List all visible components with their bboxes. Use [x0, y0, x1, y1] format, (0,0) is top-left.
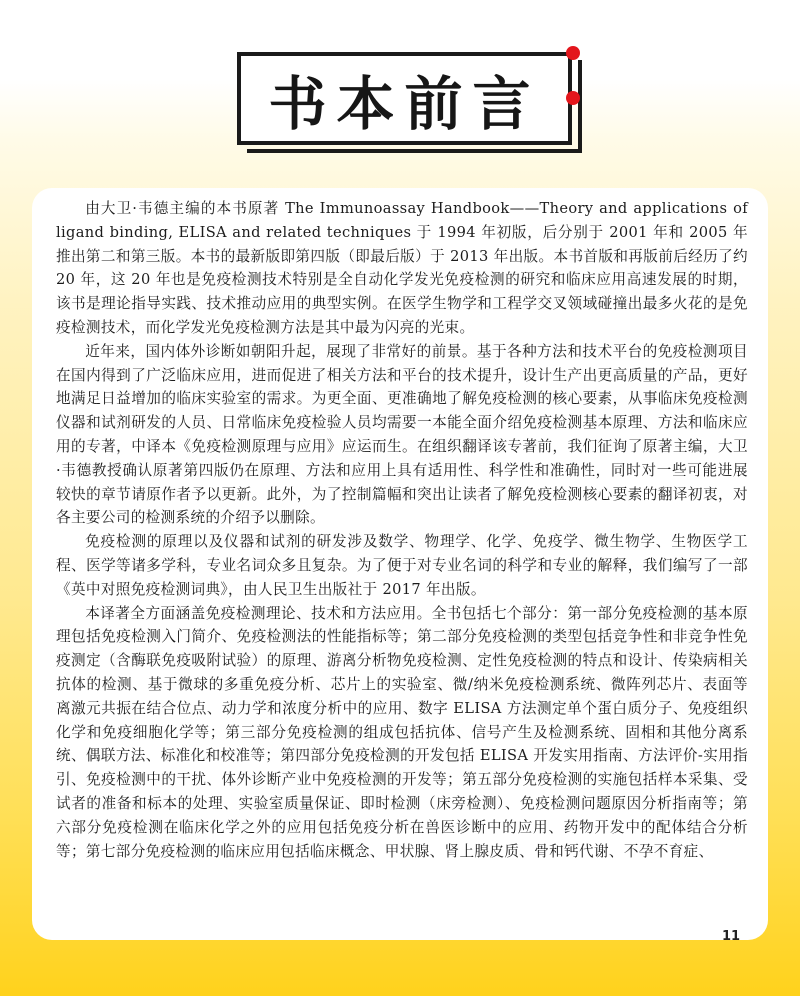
- page-title: 书本前言: [268, 69, 541, 138]
- accent-dot-top: [566, 46, 580, 60]
- preface-card: [32, 188, 768, 940]
- preface-paragraph-3: 免疫检测的原理以及仪器和试剂的研发涉及数学、物理学、化学、免疫学、微生物学、生物医学工程、医学等诸多学科，专业名词众多且复杂。为了便于对专业名词的科学和专业的解释，我们编写了一部《英中对照免疫检测词典》，由人民卫生出版社于 2017 年出版。: [56, 533, 748, 598]
- preface-paragraph-4: 本译著全方面涵盖免疫检测理论、技术和方法应用。全书包括七个部分：第一部分免疫检测的基本原理包括免疫检测入门简介、免疫检测法的性能指标等；第二部分免疫检测的类型包括竞争性和非竞争性免疫测定（含酶联免疫吸附试验）的原理、游离分析物免疫检测、定性免疫检测的特点和设计、传染病相关抗体的检测、基于微球的多重免疫分析、芯片上的实验室、微/纳米免疫检测系统、微阵列芯片、表面等离激元共振在结合位点、动力学和浓度分析中的应用、数字 ELISA 方法测定单个蛋白质分子、免疫组织化学和免疫细胞化学等；第三部分免疫检测的组成包括抗体、信号产生及检测系统、固相和其他分离系统、偶联方法、标准化和校准等；第四部分免疫检测的开发包括 ELISA 开发实用指南、方法评价-实用指引、免疫检测中的干扰、体外诊断产业中免疫检测的开发等；第五部分免疫检测的实施包括样本采集、受试者的准备和标本的处理、实验室质量保证、即时检测（床旁检测）、免疫检测问题原因分析指南等；第六部分免疫检测在临床化学之外的应用包括免疫分析在兽医诊断中的应用、药物开发中的配体结合分析等；第七部分免疫检测的临床应用包括临床概念、甲状腺、肾上腺皮质、骨和钙代谢、不孕不育症、: [56, 604, 748, 860]
- accent-dot-middle: [566, 91, 580, 105]
- title-box: [237, 52, 572, 145]
- preface-paragraph-1: 由大卫·韦德主编的本书原著 The Immunoassay Handbook——Theory and applications of ligand binding, ELISA and related techniques 于 1994 年初版，后分别于 2001 年和 2005 年推出第二和第三版。本书的最新版即第四版（即最后版）于 2013 年出版。本书首版和再版前后经历了约 20 年，这 20 年也是免疫检测技术特别是全自动化学发光免疫检测的研究和临床应用高速发展的时期，该书是理论指导实践、技术推动应用的典型实例。在医学生物学和工程学交叉领域碰撞出最多火花的是免疫检测技术，而化学发光免疫检测方法是其中最为闪亮的光束。: [56, 200, 748, 336]
- page-number: 11: [722, 929, 741, 944]
- preface-paragraph-2: 近年来，国内体外诊断如朝阳升起，展现了非常好的前景。基于各种方法和技术平台的免疫检测项目在国内得到了广泛临床应用，进而促进了相关方法和平台的技术提升，设计生产出更高质量的产品，更好地满足日益增加的临床实验室的需求。为更全面、更准确地了解免疫检测的核心要素，从事临床免疫检测仪器和试剂研发的人员、日常临床免疫检验人员均需要一本能全面介绍免疫检测基本原理、方法和临床应用的专著，中译本《免疫检测原理与应用》应运而生。在组织翻译该专著前，我们征询了原著主编，大卫·韦德教授确认原著第四版仍在原理、方法和应用上具有适用性、科学性和准确性，同时对一些可能进展较快的章节请原作者予以更新。此外，为了控制篇幅和突出让读者了解免疫检测核心要素的翻译初衷，对各主要公司的检测系统的介绍予以删除。: [56, 342, 748, 527]
